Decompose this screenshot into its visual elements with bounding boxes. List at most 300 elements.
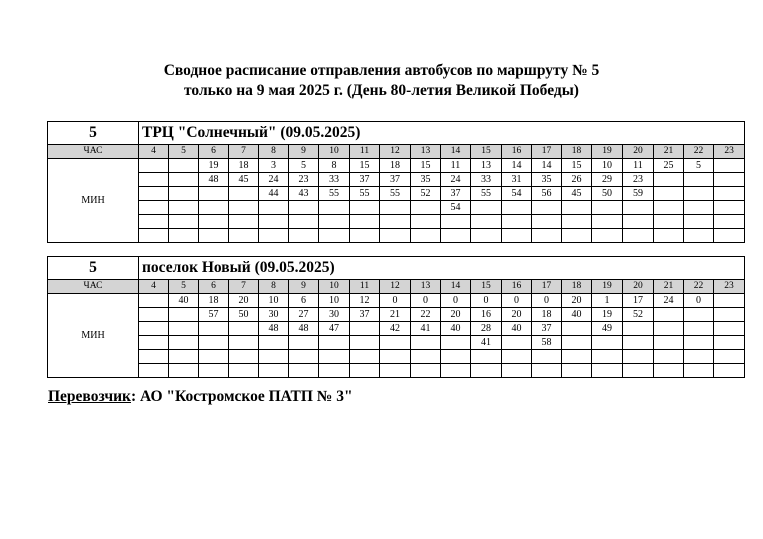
minute-cell xyxy=(259,350,289,364)
carrier-label: Перевозчик xyxy=(48,388,131,405)
stop-name: ТРЦ "Солнечный" (09.05.2025) xyxy=(139,122,745,145)
minute-cell xyxy=(259,229,289,243)
minute-cell xyxy=(350,201,380,215)
minute-cell: 25 xyxy=(654,159,684,173)
minute-cell: 18 xyxy=(229,159,259,173)
minute-cell: 55 xyxy=(380,187,411,201)
minute-cell xyxy=(139,173,169,187)
hour-cell: 11 xyxy=(350,145,380,159)
minutes-row xyxy=(48,308,745,322)
minute-cell: 5 xyxy=(289,159,319,173)
minutes-row xyxy=(48,294,745,308)
minute-cell: 10 xyxy=(259,294,289,308)
minute-cell xyxy=(623,350,654,364)
hour-label: ЧАС xyxy=(48,280,139,294)
minutes-row xyxy=(48,187,745,201)
minute-cell xyxy=(289,350,319,364)
minute-cell xyxy=(592,229,623,243)
minute-cell xyxy=(562,215,592,229)
minute-cell: 40 xyxy=(562,308,592,322)
hour-cell: 16 xyxy=(502,145,532,159)
hour-cell: 17 xyxy=(532,280,562,294)
minute-cell xyxy=(139,201,169,215)
minute-cell: 16 xyxy=(471,308,502,322)
minute-cell xyxy=(350,229,380,243)
minute-cell xyxy=(169,159,199,173)
minute-cell: 57 xyxy=(199,308,229,322)
minute-cell: 11 xyxy=(441,159,471,173)
minute-cell: 0 xyxy=(441,294,471,308)
minute-cell xyxy=(319,201,350,215)
minute-cell xyxy=(502,350,532,364)
minute-cell: 0 xyxy=(380,294,411,308)
hour-cell: 23 xyxy=(714,280,745,294)
minute-cell xyxy=(139,308,169,322)
route-number: 5 xyxy=(48,257,139,280)
minute-cell xyxy=(502,364,532,378)
minute-cell: 52 xyxy=(623,308,654,322)
minute-cell xyxy=(289,201,319,215)
hour-cell: 15 xyxy=(471,280,502,294)
minute-cell xyxy=(714,322,745,336)
minute-cell xyxy=(139,187,169,201)
minute-cell xyxy=(169,201,199,215)
minute-cell xyxy=(169,229,199,243)
minute-cell: 13 xyxy=(471,159,502,173)
minute-cell xyxy=(139,350,169,364)
hour-cell: 5 xyxy=(169,280,199,294)
minute-cell xyxy=(229,322,259,336)
hour-cell: 19 xyxy=(592,280,623,294)
hour-cell: 4 xyxy=(139,280,169,294)
minute-cell xyxy=(319,350,350,364)
minute-cell: 37 xyxy=(532,322,562,336)
carrier-name: : АО "Костромское ПАТП № 3" xyxy=(130,388,353,405)
minute-cell xyxy=(350,215,380,229)
minute-cell xyxy=(169,350,199,364)
hour-cell: 13 xyxy=(411,280,441,294)
minute-cell xyxy=(350,336,380,350)
minute-cell xyxy=(654,229,684,243)
minute-cell xyxy=(714,229,745,243)
hour-cell: 12 xyxy=(380,145,411,159)
minute-cell: 42 xyxy=(380,322,411,336)
minute-cell xyxy=(169,364,199,378)
minute-cell: 52 xyxy=(411,187,441,201)
minute-cell xyxy=(441,215,471,229)
hour-cell: 17 xyxy=(532,145,562,159)
minute-cell xyxy=(714,294,745,308)
hour-cell: 19 xyxy=(592,145,623,159)
minute-cell xyxy=(199,336,229,350)
minute-cell xyxy=(441,350,471,364)
minute-cell: 40 xyxy=(441,322,471,336)
minute-cell: 28 xyxy=(471,322,502,336)
minute-cell xyxy=(654,173,684,187)
minute-cell xyxy=(623,215,654,229)
minute-cell: 0 xyxy=(502,294,532,308)
minute-cell: 30 xyxy=(259,308,289,322)
minute-cell: 58 xyxy=(532,336,562,350)
minute-cell xyxy=(684,364,714,378)
minutes-row xyxy=(48,201,745,215)
schedule-table-poselok-novy xyxy=(47,256,745,378)
minute-cell xyxy=(229,364,259,378)
minute-cell xyxy=(199,350,229,364)
minute-cell xyxy=(623,336,654,350)
minute-cell xyxy=(350,322,380,336)
minute-cell: 55 xyxy=(350,187,380,201)
minute-cell xyxy=(714,308,745,322)
minute-cell xyxy=(411,364,441,378)
minute-cell xyxy=(319,215,350,229)
minute-cell: 47 xyxy=(319,322,350,336)
minute-cell: 26 xyxy=(562,173,592,187)
minute-cell: 15 xyxy=(411,159,441,173)
minute-cell: 54 xyxy=(502,187,532,201)
minute-cell xyxy=(623,229,654,243)
minute-cell xyxy=(139,364,169,378)
hour-cell: 23 xyxy=(714,145,745,159)
minute-cell: 21 xyxy=(380,308,411,322)
minute-cell xyxy=(502,215,532,229)
minute-cell xyxy=(169,308,199,322)
minute-cell xyxy=(380,215,411,229)
minute-cell xyxy=(623,364,654,378)
minute-cell: 17 xyxy=(623,294,654,308)
minute-cell: 49 xyxy=(592,322,623,336)
hour-cell: 4 xyxy=(139,145,169,159)
minute-cell: 15 xyxy=(350,159,380,173)
minute-cell: 30 xyxy=(319,308,350,322)
hour-cell: 10 xyxy=(319,280,350,294)
minute-cell xyxy=(199,201,229,215)
minute-cell xyxy=(623,322,654,336)
hour-cell: 9 xyxy=(289,280,319,294)
minute-cell xyxy=(714,187,745,201)
minute-label: МИН xyxy=(48,159,139,243)
minutes-row xyxy=(48,322,745,336)
hour-cell: 20 xyxy=(623,280,654,294)
minute-cell: 20 xyxy=(229,294,259,308)
minute-cell xyxy=(684,308,714,322)
minute-cell: 3 xyxy=(259,159,289,173)
minute-cell: 33 xyxy=(471,173,502,187)
minute-cell: 23 xyxy=(289,173,319,187)
hour-label: ЧАС xyxy=(48,145,139,159)
minute-cell: 27 xyxy=(289,308,319,322)
minute-cell: 56 xyxy=(532,187,562,201)
minute-cell xyxy=(714,159,745,173)
hour-cell: 6 xyxy=(199,280,229,294)
minute-cell xyxy=(532,364,562,378)
hour-cell: 7 xyxy=(229,280,259,294)
route-number: 5 xyxy=(48,122,139,145)
minute-cell xyxy=(471,201,502,215)
minute-cell xyxy=(684,173,714,187)
minute-cell xyxy=(169,336,199,350)
minute-cell: 20 xyxy=(441,308,471,322)
minute-cell xyxy=(229,336,259,350)
minute-cell xyxy=(532,229,562,243)
minute-cell xyxy=(441,364,471,378)
minute-cell xyxy=(654,215,684,229)
schedule-table-trc-solnechny xyxy=(47,121,745,243)
minute-cell xyxy=(562,364,592,378)
minute-cell xyxy=(139,322,169,336)
minute-cell xyxy=(592,336,623,350)
carrier-line xyxy=(48,387,353,407)
minute-cell xyxy=(714,350,745,364)
minute-cell xyxy=(654,364,684,378)
minute-cell: 6 xyxy=(289,294,319,308)
minute-cell: 10 xyxy=(592,159,623,173)
minute-cell xyxy=(562,336,592,350)
minute-cell: 18 xyxy=(532,308,562,322)
minute-cell: 20 xyxy=(562,294,592,308)
minute-cell xyxy=(380,201,411,215)
minute-cell xyxy=(654,350,684,364)
minute-cell xyxy=(592,215,623,229)
minutes-row xyxy=(48,229,745,243)
hour-cell: 5 xyxy=(169,145,199,159)
minute-cell xyxy=(684,215,714,229)
minute-cell xyxy=(289,229,319,243)
minute-cell xyxy=(350,350,380,364)
minute-cell xyxy=(714,336,745,350)
minute-cell: 10 xyxy=(319,294,350,308)
minute-cell: 11 xyxy=(623,159,654,173)
minute-cell xyxy=(411,215,441,229)
minute-cell: 35 xyxy=(532,173,562,187)
minutes-row xyxy=(48,215,745,229)
minute-cell: 44 xyxy=(259,187,289,201)
minute-cell: 43 xyxy=(289,187,319,201)
minute-cell xyxy=(139,294,169,308)
minute-cell xyxy=(319,364,350,378)
minute-cell: 37 xyxy=(350,173,380,187)
minute-cell xyxy=(684,336,714,350)
minute-cell: 22 xyxy=(411,308,441,322)
minute-cell: 23 xyxy=(623,173,654,187)
minute-cell xyxy=(229,187,259,201)
hour-cell: 22 xyxy=(684,145,714,159)
minute-cell xyxy=(684,350,714,364)
minute-cell: 0 xyxy=(684,294,714,308)
minute-cell xyxy=(592,364,623,378)
minute-cell: 37 xyxy=(441,187,471,201)
minute-cell xyxy=(502,336,532,350)
minute-cell xyxy=(199,187,229,201)
hour-cell: 10 xyxy=(319,145,350,159)
minute-cell xyxy=(562,350,592,364)
minute-cell: 24 xyxy=(654,294,684,308)
minute-cell xyxy=(714,364,745,378)
minute-cell xyxy=(139,336,169,350)
minutes-row xyxy=(48,350,745,364)
minute-cell xyxy=(229,229,259,243)
minute-cell xyxy=(139,159,169,173)
minute-cell xyxy=(562,229,592,243)
page-title: Сводное расписание отправления автобусов по маршруту № 5 xyxy=(163,62,600,79)
minute-cell: 37 xyxy=(380,173,411,187)
minute-cell xyxy=(684,229,714,243)
minute-cell xyxy=(350,364,380,378)
minute-cell: 41 xyxy=(471,336,502,350)
minute-cell xyxy=(684,201,714,215)
hour-cell: 8 xyxy=(259,145,289,159)
minute-cell: 19 xyxy=(199,159,229,173)
minute-cell xyxy=(441,336,471,350)
stop-name: поселок Новый (09.05.2025) xyxy=(139,257,745,280)
minute-cell xyxy=(654,201,684,215)
minute-cell: 45 xyxy=(562,187,592,201)
minute-cell xyxy=(714,215,745,229)
hour-cell: 12 xyxy=(380,280,411,294)
minute-cell: 48 xyxy=(289,322,319,336)
minute-cell xyxy=(654,322,684,336)
minute-cell: 55 xyxy=(319,187,350,201)
minute-cell: 5 xyxy=(684,159,714,173)
minute-cell xyxy=(654,308,684,322)
minute-cell: 48 xyxy=(199,173,229,187)
minute-cell xyxy=(471,215,502,229)
minute-cell: 14 xyxy=(532,159,562,173)
minute-cell: 41 xyxy=(411,322,441,336)
minute-cell xyxy=(471,364,502,378)
minute-cell xyxy=(289,215,319,229)
minute-cell: 59 xyxy=(623,187,654,201)
minute-cell xyxy=(654,187,684,201)
hour-cell: 18 xyxy=(562,280,592,294)
minute-cell: 35 xyxy=(411,173,441,187)
minute-cell xyxy=(502,229,532,243)
minute-cell: 0 xyxy=(532,294,562,308)
minute-cell: 24 xyxy=(441,173,471,187)
minute-cell xyxy=(169,187,199,201)
minute-cell: 40 xyxy=(502,322,532,336)
minute-cell xyxy=(532,350,562,364)
minute-cell xyxy=(259,336,289,350)
minute-cell: 45 xyxy=(229,173,259,187)
minute-cell xyxy=(380,350,411,364)
minute-cell xyxy=(289,336,319,350)
minute-label: МИН xyxy=(48,294,139,378)
hour-cell: 21 xyxy=(654,145,684,159)
minute-cell xyxy=(319,229,350,243)
minute-cell xyxy=(169,173,199,187)
minute-cell: 29 xyxy=(592,173,623,187)
minute-cell xyxy=(199,229,229,243)
minute-cell xyxy=(592,350,623,364)
minute-cell xyxy=(714,173,745,187)
minute-cell xyxy=(380,229,411,243)
minute-cell xyxy=(259,201,289,215)
minute-cell: 14 xyxy=(502,159,532,173)
minute-cell xyxy=(471,229,502,243)
minute-cell: 0 xyxy=(471,294,502,308)
minute-cell xyxy=(229,350,259,364)
minute-cell: 20 xyxy=(502,308,532,322)
minute-cell xyxy=(199,322,229,336)
minute-cell: 24 xyxy=(259,173,289,187)
minute-cell xyxy=(411,336,441,350)
minute-cell: 0 xyxy=(411,294,441,308)
minutes-row xyxy=(48,364,745,378)
minute-cell xyxy=(319,336,350,350)
minute-cell: 18 xyxy=(199,294,229,308)
hour-cell: 11 xyxy=(350,280,380,294)
minute-cell xyxy=(169,215,199,229)
hour-cell: 22 xyxy=(684,280,714,294)
minute-cell xyxy=(259,364,289,378)
minute-cell xyxy=(139,215,169,229)
hour-cell: 21 xyxy=(654,280,684,294)
minute-cell xyxy=(380,336,411,350)
minute-cell xyxy=(532,215,562,229)
minute-cell xyxy=(623,201,654,215)
minute-cell: 40 xyxy=(169,294,199,308)
minute-cell xyxy=(199,364,229,378)
minute-cell xyxy=(471,350,502,364)
hour-cell: 14 xyxy=(441,145,471,159)
hour-cell: 16 xyxy=(502,280,532,294)
minute-cell xyxy=(562,201,592,215)
minute-cell xyxy=(502,201,532,215)
minute-cell xyxy=(684,322,714,336)
minute-cell xyxy=(592,201,623,215)
hour-cell: 13 xyxy=(411,145,441,159)
minute-cell: 55 xyxy=(471,187,502,201)
hour-cell: 20 xyxy=(623,145,654,159)
minute-cell xyxy=(229,201,259,215)
minute-cell: 8 xyxy=(319,159,350,173)
minute-cell: 15 xyxy=(562,159,592,173)
hour-cell: 7 xyxy=(229,145,259,159)
hour-cell: 6 xyxy=(199,145,229,159)
minute-cell: 19 xyxy=(592,308,623,322)
minute-cell: 12 xyxy=(350,294,380,308)
minute-cell xyxy=(169,322,199,336)
minute-cell: 31 xyxy=(502,173,532,187)
minute-cell xyxy=(714,201,745,215)
hour-cell: 8 xyxy=(259,280,289,294)
minute-cell: 54 xyxy=(441,201,471,215)
minutes-row xyxy=(48,159,745,173)
minute-cell xyxy=(139,229,169,243)
minute-cell xyxy=(532,201,562,215)
hour-cell: 9 xyxy=(289,145,319,159)
minute-cell: 33 xyxy=(319,173,350,187)
minute-cell xyxy=(411,229,441,243)
minute-cell xyxy=(441,229,471,243)
minute-cell xyxy=(562,322,592,336)
minute-cell xyxy=(411,201,441,215)
minute-cell xyxy=(229,215,259,229)
minutes-row xyxy=(48,336,745,350)
minute-cell xyxy=(289,364,319,378)
minute-cell: 37 xyxy=(350,308,380,322)
minute-cell xyxy=(199,215,229,229)
minute-cell xyxy=(259,215,289,229)
minute-cell xyxy=(411,350,441,364)
hour-cell: 18 xyxy=(562,145,592,159)
page-subtitle: только на 9 мая 2025 г. (День 80-летия Великой Победы) xyxy=(184,82,579,99)
hour-cell: 14 xyxy=(441,280,471,294)
minute-cell xyxy=(654,336,684,350)
minutes-row xyxy=(48,173,745,187)
minute-cell: 50 xyxy=(592,187,623,201)
